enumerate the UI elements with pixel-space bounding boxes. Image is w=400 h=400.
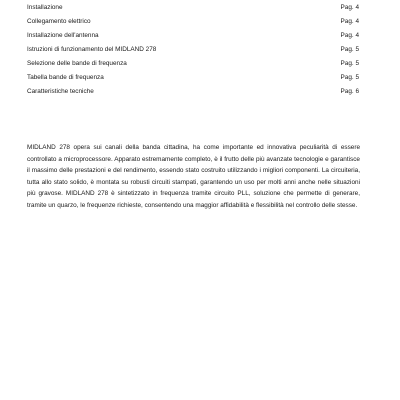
toc-entry-page: Pag. 5 bbox=[340, 74, 359, 81]
toc-entry-page: Pag. 4 bbox=[340, 18, 359, 25]
toc-row bbox=[27, 71, 359, 85]
table-of-contents bbox=[27, 1, 359, 99]
toc-row bbox=[27, 43, 359, 57]
toc-row bbox=[27, 57, 359, 71]
toc-entry-title: Istruzioni di funzionamento del MIDLAND 278 bbox=[27, 46, 157, 53]
toc-entry-page: Pag. 5 bbox=[340, 60, 359, 67]
toc-entry-title: Tabella bande di frequenza bbox=[27, 74, 104, 81]
body-paragraph: MIDLAND 278 opera sui canali della banda cittadina, ha come importante ed innovativa peculiarità di essere controllato a microprocessore. Apparato estremamente completo, è il frutto delle più avanzate tecnologie e garantisce il massimo delle prestazioni e del rendimento, essendo stato costruito utilizzando i migliori componenti. La circuiteria, tutta allo stato solido, è montata su robusti circuiti stampati, garantendo un uso per molti anni anche nelle situazioni più gravose. MIDLAND 278 è sintetizzato in frequenza tramite circuito PLL, soluzione che permette di generare, tramite un quarzo, le frequenze richieste, consentendo una maggior affidabilità e flessibilità nel controllo delle stesse. bbox=[27, 144, 360, 209]
toc-entry-page: Pag. 4 bbox=[340, 32, 359, 39]
toc-entry-title: Installazione dell'antenna bbox=[27, 32, 99, 39]
toc-entry-title: Collegamento elettrico bbox=[27, 18, 91, 25]
toc-entry-page: Pag. 5 bbox=[340, 46, 359, 53]
toc-entry-title: Selezione delle bande di frequenza bbox=[27, 60, 127, 67]
toc-row bbox=[27, 15, 359, 29]
toc-entry-page: Pag. 4 bbox=[340, 4, 359, 11]
toc-entry-page: Pag. 6 bbox=[340, 88, 359, 95]
toc-entry-title: Caratteristiche tecniche bbox=[27, 88, 94, 95]
toc-row bbox=[27, 85, 359, 99]
toc-entry-title: Installazione bbox=[27, 4, 63, 11]
toc-row bbox=[27, 1, 359, 15]
toc-row bbox=[27, 29, 359, 43]
